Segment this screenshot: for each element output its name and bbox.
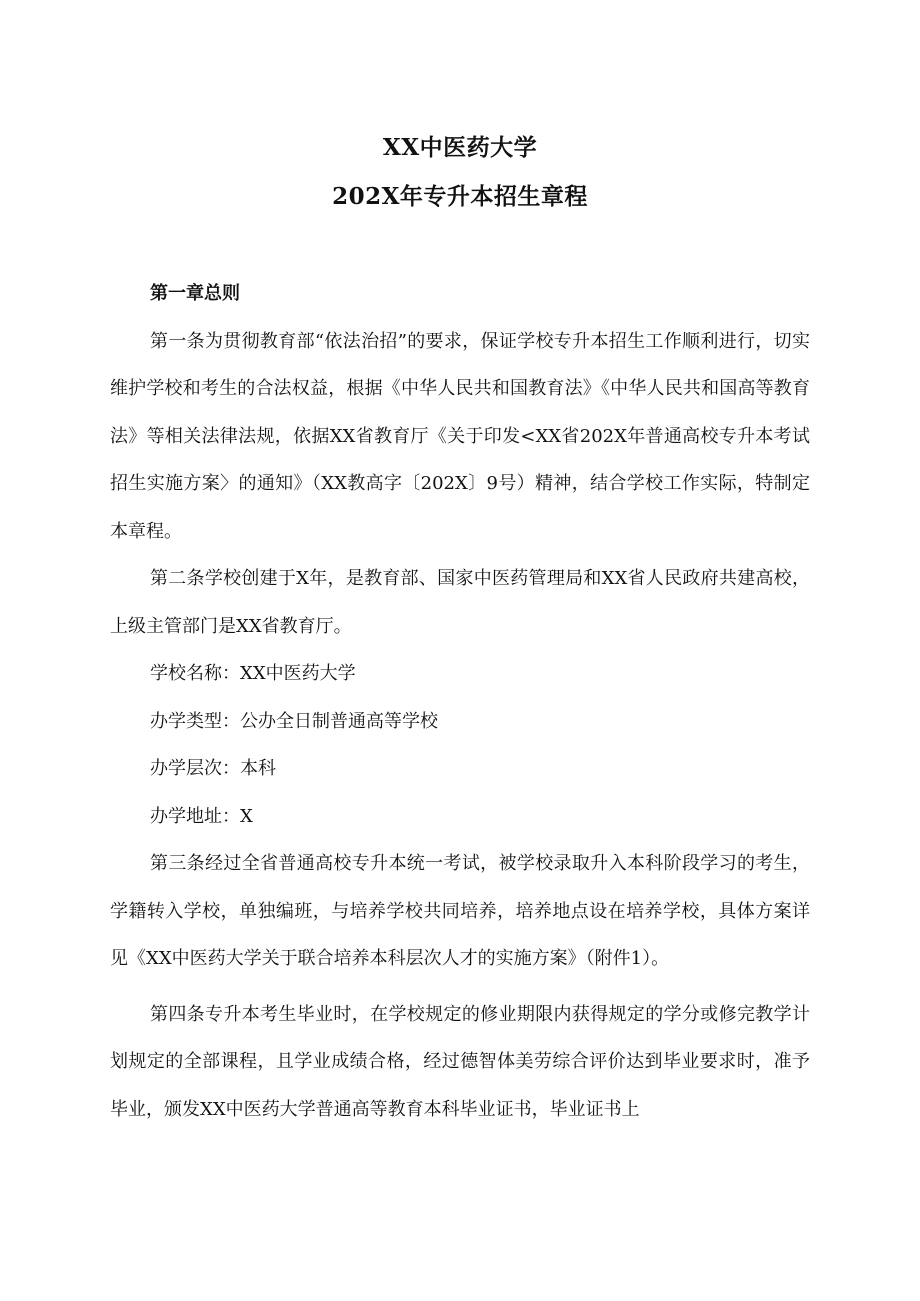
document-body: [110, 270, 810, 1133]
article-1: 第一条为贯彻教育部“依法治招”的要求，保证学校专升本招生工作顺利进行，切实维护学校和考生的合法权益，根据《中华人民共和国教育法》《中华人民共和国高等教育法》等相关法律法规，依据XX省教育厅《关于印发<XX省202X年普通高校专升本考试招生实施方案〉的通知》（XX教高字〔202X〕9号）精神，结合学校工作实际，特制定本章程。: [110, 330, 810, 542]
article-2: 第二条学校创建于X年，是教育部、国家中医药管理局和XX省人民政府共建高校，上级主管部门是XX省教育厅。: [110, 568, 810, 637]
chapter-heading: 第一章总则: [150, 283, 240, 304]
document-title-university: XX中医药大学: [382, 134, 538, 161]
document-title-charter: 202X年专升本招生章程: [332, 183, 588, 210]
school-name: 学校名称：XX中医药大学: [150, 663, 356, 684]
school-type: 办学类型：公办全日制普通高等学校: [150, 710, 438, 732]
school-address: 办学地址：X: [150, 805, 253, 827]
article-3: 第三条经过全省普通高校专升本统一考试，被学校录取升入本科阶段学习的考生，学籍转入学校，单独编班，与培养学校共同培养，培养地点设在培养学校，具体方案详见《XX中医药大学关于联合培养本科层次人才的实施方案》（附件1）。: [110, 853, 810, 969]
school-level: 办学层次：本科: [150, 758, 276, 779]
article-4: 第四条专升本考生毕业时，在学校规定的修业期限内获得规定的学分或修完教学计划规定的全部课程，且学业成绩合格，经过德智体美劳综合评价达到毕业要求时，准予毕业，颁发XX中医药大学普通高等教育本科毕业证书，毕业证书上: [110, 1003, 810, 1120]
